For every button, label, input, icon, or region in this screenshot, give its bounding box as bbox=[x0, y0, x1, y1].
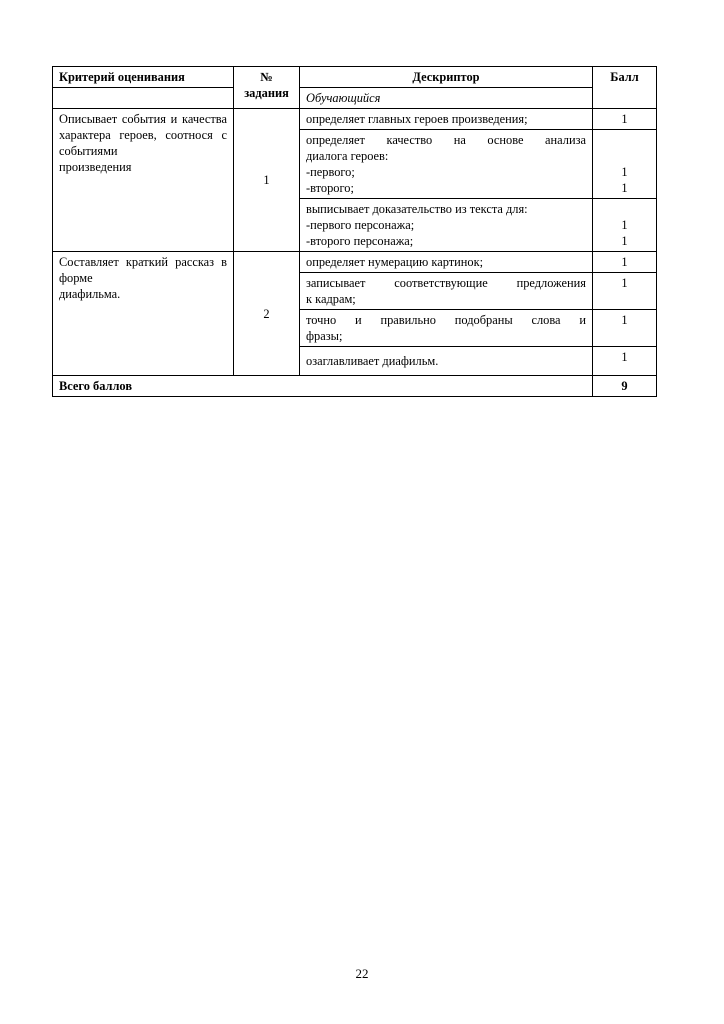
table-row bbox=[53, 252, 657, 273]
descriptor-text: озаглавливает диафильм. bbox=[306, 354, 439, 368]
score-value bbox=[599, 148, 650, 164]
score-cell bbox=[593, 199, 657, 252]
score-cell bbox=[593, 347, 657, 376]
descriptor-text: выписывает доказательство из текста для: bbox=[306, 202, 528, 216]
score-value: 1 bbox=[621, 218, 628, 232]
page-number: 22 bbox=[355, 966, 369, 981]
descriptor-cell bbox=[300, 252, 593, 273]
total-label: Всего баллов bbox=[53, 376, 593, 397]
criterion-text: Описывает события и bbox=[59, 112, 178, 126]
descriptor-text: -второго; bbox=[306, 181, 354, 195]
assessment-rubric-table bbox=[52, 66, 657, 397]
score-value: 1 bbox=[621, 112, 628, 126]
subheader-row bbox=[53, 88, 657, 109]
criterion-text: рассказ в форме bbox=[59, 255, 227, 285]
header-score: Балл bbox=[593, 67, 657, 109]
score-cell bbox=[593, 109, 657, 130]
header-row bbox=[53, 67, 657, 88]
descriptor-text: определяет главных героев произведения; bbox=[306, 112, 528, 126]
subheader-blank bbox=[53, 88, 234, 109]
criterion-cell bbox=[53, 252, 234, 376]
descriptor-text: записывает соответствующие предложения bbox=[306, 276, 586, 290]
total-row bbox=[53, 376, 657, 397]
score-value: 1 bbox=[621, 165, 628, 179]
descriptor-text: определяет качество на основе анализа bbox=[306, 133, 586, 147]
criterion-cell bbox=[53, 109, 234, 252]
descriptor-cell bbox=[300, 199, 593, 252]
criterion-text: диафильма. bbox=[59, 287, 121, 301]
descriptor-cell bbox=[300, 273, 593, 310]
descriptor-cell bbox=[300, 130, 593, 199]
task-number-cell: 1 bbox=[234, 109, 300, 252]
header-descriptor: Дескриптор bbox=[300, 67, 593, 88]
score-value: 1 bbox=[621, 255, 628, 269]
header-task-number-line2: задания bbox=[244, 86, 289, 100]
descriptor-cell bbox=[300, 310, 593, 347]
score-value bbox=[599, 201, 650, 217]
criterion-text: произведения bbox=[59, 160, 132, 174]
score-value: 1 bbox=[621, 276, 628, 290]
header-criterion: Критерий оценивания bbox=[53, 67, 234, 88]
table-row bbox=[53, 109, 657, 130]
descriptor-text: точно и правильно подобраны слова и bbox=[306, 313, 586, 327]
descriptor-text: определяет нумерацию картинок; bbox=[306, 255, 484, 269]
score-value bbox=[599, 132, 650, 148]
task-number-cell: 2 bbox=[234, 252, 300, 376]
score-cell bbox=[593, 273, 657, 310]
criterion-text: соотнося с событиями bbox=[59, 128, 227, 158]
descriptor-text: -второго персонажа; bbox=[306, 234, 414, 248]
descriptor-cell bbox=[300, 109, 593, 130]
header-task-number bbox=[234, 67, 300, 109]
descriptor-cell bbox=[300, 347, 593, 376]
score-cell bbox=[593, 310, 657, 347]
score-cell bbox=[593, 252, 657, 273]
descriptor-text: к кадрам; bbox=[306, 292, 356, 306]
descriptor-text: фразы; bbox=[306, 329, 343, 343]
score-value: 1 bbox=[621, 181, 628, 195]
score-value: 1 bbox=[621, 234, 628, 248]
descriptor-text: -первого; bbox=[306, 165, 355, 179]
criterion-text: Составляет краткий bbox=[59, 255, 169, 269]
header-task-number-line1: № bbox=[260, 70, 273, 84]
score-cell bbox=[593, 130, 657, 199]
subheader-learner: Обучающийся bbox=[300, 88, 593, 109]
total-score: 9 bbox=[593, 376, 657, 397]
descriptor-text: диалога героев: bbox=[306, 149, 389, 163]
score-value: 1 bbox=[621, 313, 628, 327]
score-value: 1 bbox=[621, 350, 628, 364]
criterion-text: качества характера героев, bbox=[59, 112, 227, 142]
descriptor-text: -первого персонажа; bbox=[306, 218, 415, 232]
